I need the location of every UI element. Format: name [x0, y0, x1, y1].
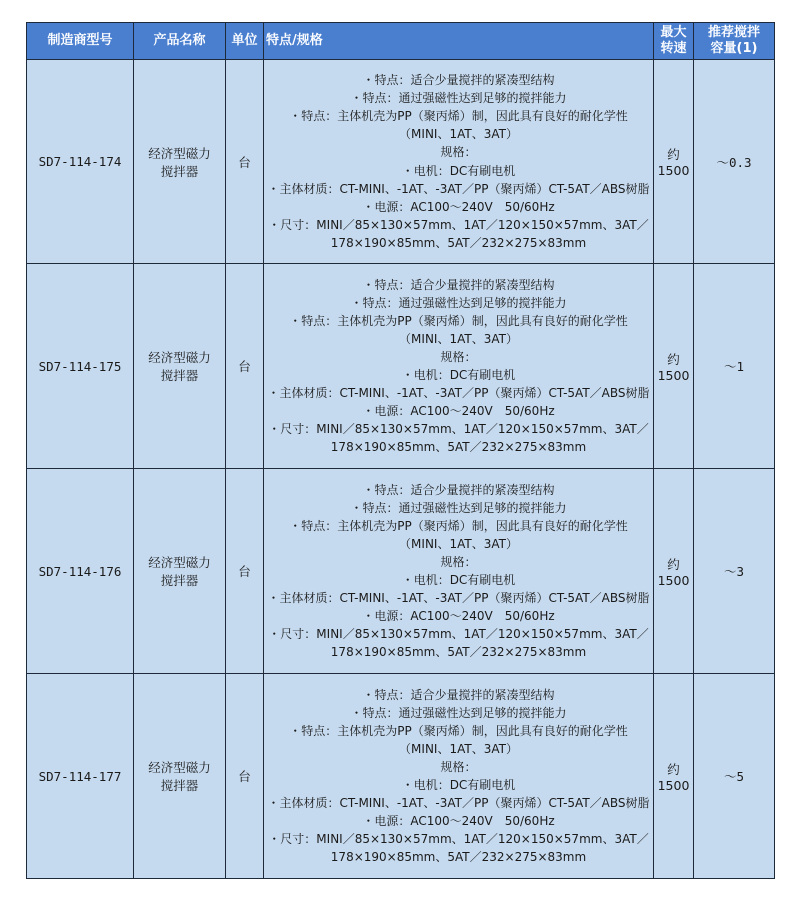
capacity-cell: ～0.3 [694, 60, 775, 264]
feature-line: ・电机：DC有刷电机 [401, 778, 516, 792]
features-cell [264, 264, 654, 469]
feature-line: ・尺寸：MINI／85×130×57mm、1AT／120×150×57mm、3AT／178×190×85mm、5AT／232×275×83mm [268, 627, 649, 660]
max-speed-line: 约 [667, 351, 680, 367]
model-cell: SD7-114-176 [27, 469, 134, 674]
feature-line: ・特点：通过强磁性达到足够的搅拌能力 [350, 705, 567, 720]
unit-cell: 台 [226, 264, 264, 469]
unit-cell: 台 [226, 674, 264, 879]
feature-line: ・特点：适合少量搅拌的紧凑型结构 [362, 687, 555, 702]
max-speed-line: 1500 [657, 163, 690, 178]
feature-line: ・主体材质：CT-MINI、-1AT、-3AT／PP（聚丙烯）CT-5AT／ABS树脂 [267, 591, 650, 606]
feature-line: ・电机：DC有刷电机 [401, 368, 516, 382]
feature-line: ・特点：通过强磁性达到足够的搅拌能力 [350, 500, 567, 515]
feature-line: ・尺寸：MINI／85×130×57mm、1AT／120×150×57mm、3AT／178×190×85mm、5AT／232×275×83mm [268, 832, 649, 865]
table-row [27, 264, 775, 469]
feature-line: ・特点：主体机壳为PP（聚丙烯）制，因此具有良好的耐化学性（MINI、1AT、3AT） [289, 313, 628, 346]
product-spec-table [26, 22, 775, 879]
product-name-line: 搅拌器 [160, 573, 199, 588]
header-model: 制造商型号 [27, 23, 134, 60]
header-unit: 单位 [226, 23, 264, 60]
features-cell [264, 674, 654, 879]
feature-line: ・电源：AC100～240V 50/60Hz [362, 199, 555, 214]
features-cell [264, 469, 654, 674]
features-cell [264, 60, 654, 264]
capacity-cell: ～5 [694, 674, 775, 879]
product-name-line: 经济型磁力 [148, 350, 211, 365]
feature-line: ・电机：DC有刷电机 [401, 573, 516, 587]
feature-line: ・电源：AC100～240V 50/60Hz [362, 404, 555, 419]
product-name-line: 经济型磁力 [148, 760, 211, 775]
header-capacity [694, 23, 775, 60]
header-max-speed-line2: 转速 [660, 41, 687, 56]
product-name-cell [134, 469, 226, 674]
feature-line: ・特点：适合少量搅拌的紧凑型结构 [362, 73, 555, 88]
max-speed-cell [654, 674, 694, 879]
max-speed-cell [654, 60, 694, 264]
feature-line: 规格： [440, 349, 477, 364]
feature-line: ・特点：主体机壳为PP（聚丙烯）制，因此具有良好的耐化学性（MINI、1AT、3AT） [289, 723, 628, 756]
header-spec: 特点/规格 [264, 23, 654, 60]
header-max-speed-line1: 最大 [660, 25, 687, 40]
table-row [27, 674, 775, 879]
header-capacity-line1: 推荐搅拌 [707, 25, 760, 40]
feature-line: 规格： [440, 554, 477, 569]
capacity-cell: ～3 [694, 469, 775, 674]
header-row [27, 23, 775, 60]
feature-line: ・特点：通过强磁性达到足够的搅拌能力 [350, 91, 567, 106]
feature-line: ・主体材质：CT-MINI、-1AT、-3AT／PP（聚丙烯）CT-5AT／ABS树脂 [267, 181, 650, 196]
header-product-name: 产品名称 [134, 23, 226, 60]
max-speed-line: 约 [667, 147, 680, 162]
feature-line: ・主体材质：CT-MINI、-1AT、-3AT／PP（聚丙烯）CT-5AT／ABS树脂 [267, 796, 650, 811]
table-row [27, 469, 775, 674]
unit-cell: 台 [226, 60, 264, 264]
feature-line: ・特点：主体机壳为PP（聚丙烯）制，因此具有良好的耐化学性（MINI、1AT、3AT） [289, 518, 628, 551]
header-capacity-line2: 容量(1) [710, 41, 758, 56]
header-max-speed [654, 23, 694, 60]
max-speed-line: 1500 [657, 572, 690, 588]
feature-line: ・特点：通过强磁性达到足够的搅拌能力 [350, 295, 567, 310]
feature-line: ・电源：AC100～240V 50/60Hz [362, 814, 555, 829]
feature-line: 规格： [440, 145, 477, 160]
model-cell: SD7-114-174 [27, 60, 134, 264]
product-name-cell [134, 60, 226, 264]
product-name-cell [134, 264, 226, 469]
feature-line: ・尺寸：MINI／85×130×57mm、1AT／120×150×57mm、3AT／178×190×85mm、5AT／232×275×83mm [268, 217, 649, 250]
max-speed-line: 约 [667, 761, 680, 777]
feature-line: ・特点：主体机壳为PP（聚丙烯）制，因此具有良好的耐化学性（MINI、1AT、3AT） [289, 109, 628, 142]
product-name-line: 搅拌器 [160, 368, 199, 383]
feature-line: ・特点：适合少量搅拌的紧凑型结构 [362, 482, 555, 497]
feature-line: ・主体材质：CT-MINI、-1AT、-3AT／PP（聚丙烯）CT-5AT／ABS树脂 [267, 386, 650, 401]
product-name-line: 搅拌器 [160, 163, 199, 179]
table-row [27, 60, 775, 264]
product-name-line: 经济型磁力 [148, 145, 211, 161]
max-speed-cell [654, 469, 694, 674]
max-speed-line: 1500 [657, 367, 690, 383]
capacity-cell: ～1 [694, 264, 775, 469]
feature-line: ・尺寸：MINI／85×130×57mm、1AT／120×150×57mm、3AT／178×190×85mm、5AT／232×275×83mm [268, 422, 649, 455]
product-name-cell [134, 674, 226, 879]
feature-line: ・电源：AC100～240V 50/60Hz [362, 609, 555, 624]
max-speed-line: 1500 [657, 777, 690, 793]
max-speed-cell [654, 264, 694, 469]
model-cell: SD7-114-177 [27, 674, 134, 879]
max-speed-line: 约 [667, 556, 680, 572]
feature-line: 规格： [440, 759, 477, 774]
feature-line: ・特点：适合少量搅拌的紧凑型结构 [362, 277, 555, 292]
product-name-line: 搅拌器 [160, 778, 199, 793]
product-name-line: 经济型磁力 [148, 555, 211, 570]
feature-line: ・电机：DC有刷电机 [401, 163, 516, 178]
unit-cell: 台 [226, 469, 264, 674]
model-cell: SD7-114-175 [27, 264, 134, 469]
